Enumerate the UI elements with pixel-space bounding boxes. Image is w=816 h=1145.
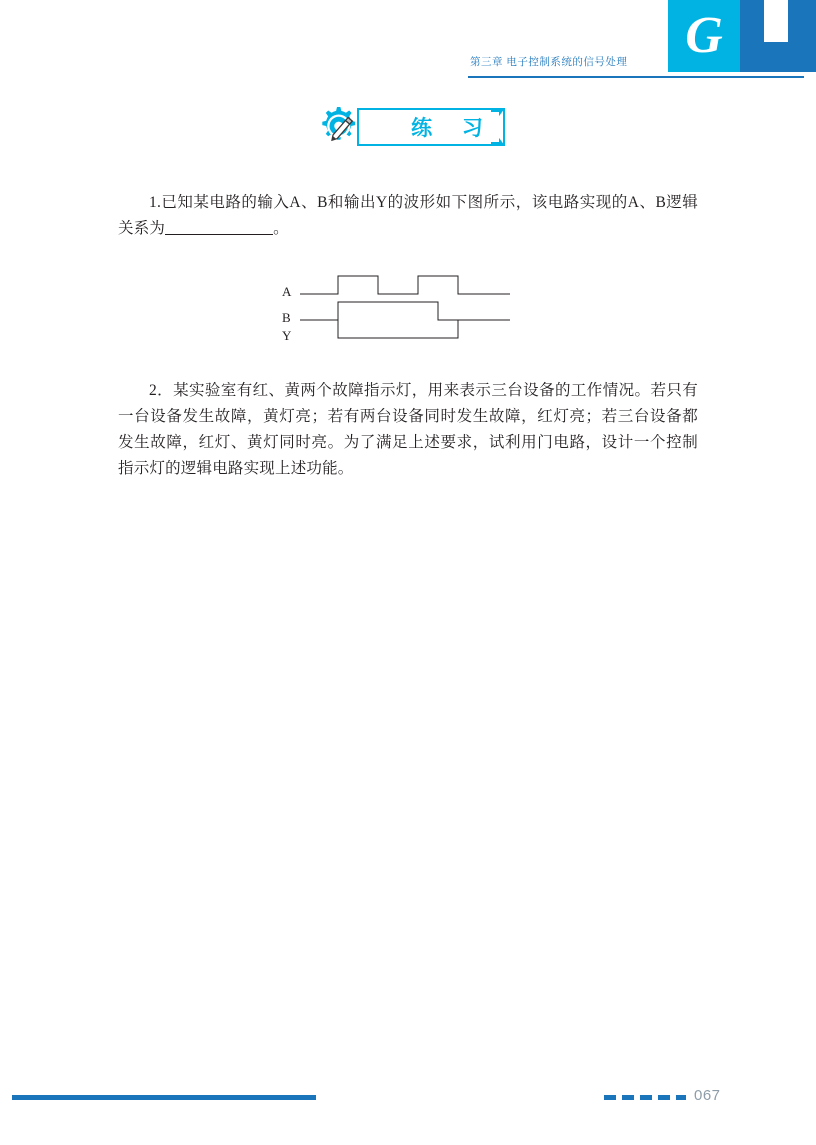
timing-waveform-diagram	[270, 262, 530, 354]
chapter-title: 第三章 电子控制系统的信号处理	[470, 56, 628, 68]
waveform-label-a: A	[282, 284, 292, 299]
header-rule	[468, 76, 804, 78]
answer-blank[interactable]	[165, 217, 273, 235]
question-1-number: 1.	[149, 194, 162, 211]
footer-dashes	[604, 1095, 686, 1100]
question-1	[118, 190, 698, 242]
question-2	[118, 378, 698, 482]
header-white-notch	[764, 0, 788, 42]
question-2-text: 某实验室有红、黄两个故障指示灯，用来表示三台设备的工作情况。若只有一台设备发生故障，黄灯亮；若有两台设备同时发生故障，红灯亮；若三台设备都发生故障，红灯、黄灯同时亮。为了满足上述要求，试利用门电路，设计一个控制指示灯的逻辑电路实现上述功能。	[118, 382, 698, 477]
waveform-label-b: B	[282, 310, 291, 325]
question-2-number: 2．	[149, 382, 174, 399]
waveform-svg	[270, 262, 530, 354]
footer-bar	[12, 1095, 316, 1100]
question-1-text-end: 。	[273, 220, 289, 237]
page-footer	[0, 1087, 816, 1109]
header-logo-block	[668, 0, 816, 72]
practice-banner	[313, 104, 513, 152]
page-number: 067	[694, 1087, 721, 1104]
logo-letter: G	[685, 7, 723, 64]
waveform-label-y: Y	[282, 328, 292, 343]
question-1-text: 已知某电路的输入A、B和输出Y的波形如下图所示，该电路实现的A、B逻辑关系为	[118, 194, 698, 237]
banner-label: 练 习	[411, 117, 495, 140]
gear-pencil-icon	[313, 104, 367, 154]
